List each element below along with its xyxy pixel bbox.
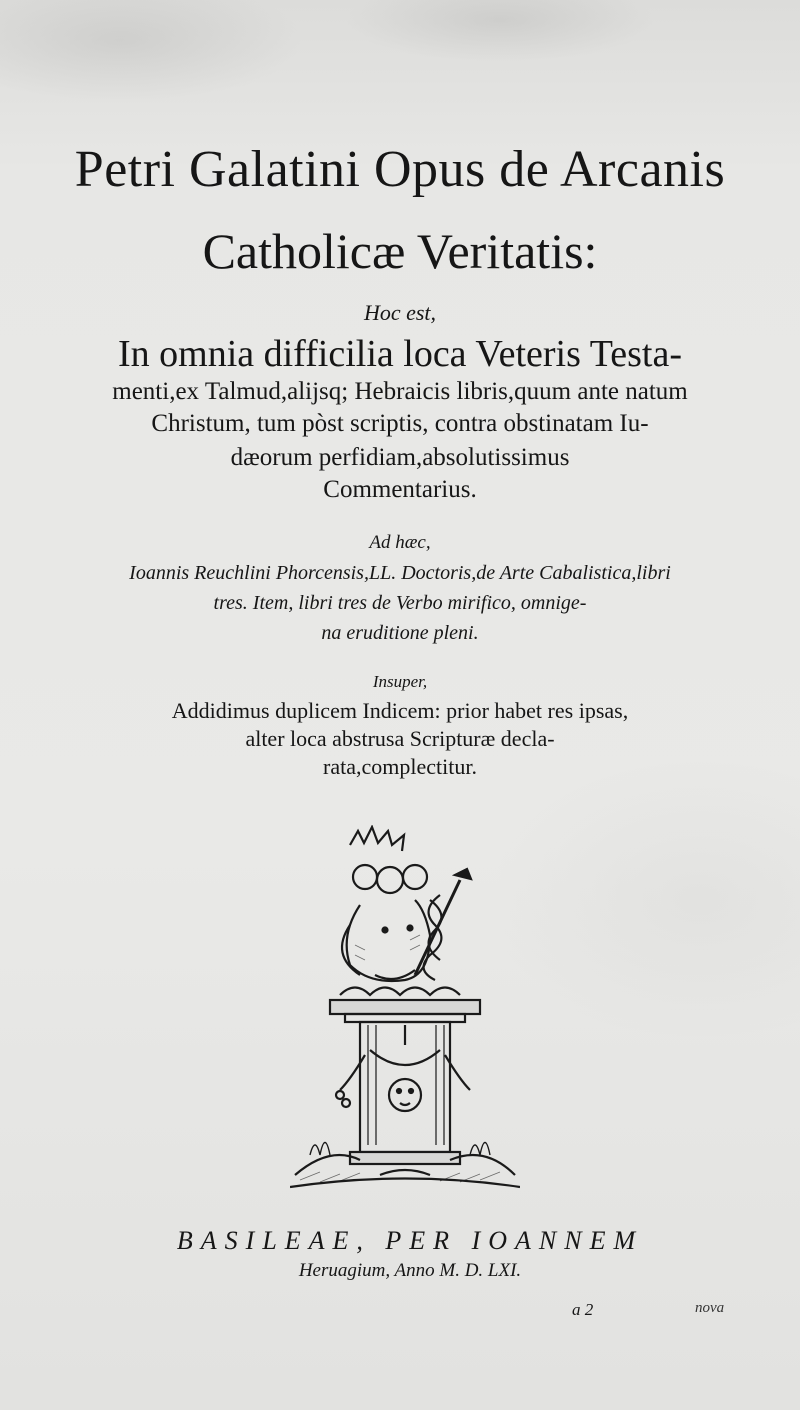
subtitle-line: menti,ex Talmud,alijsq; Hebraicis libris,quum ante natum [112,378,688,405]
printer-device-woodcut-icon [290,825,520,1195]
reuchlin-line: tres. Item, libri tres de Verbo mirifico, omnige- [213,592,587,614]
imprint-printer-date: Heruagium, Anno M. D. LXI. [298,1260,522,1281]
catchword: nova [695,1300,725,1316]
signature-mark: a 2 [572,1300,594,1319]
index-line: Addidimus duplicem Indicem: prior habet res ipsas, [171,698,629,723]
imprint-place: BASILEAE, PER IOANNEM [176,1226,644,1255]
title-line-2: Catholicæ Veritatis: [202,223,598,279]
subtitle-line: Christum, tum pòst scriptis, contra obstinatam Iu- [151,410,649,437]
insuper: Insuper, [372,672,428,691]
reuchlin-line: na eruditione pleni. [321,622,479,644]
index-line: rata,complectitur. [323,754,477,779]
title-line-1: Petri Galatini Opus de Arcanis [74,141,726,198]
hoc-est: Hoc est, [363,300,437,325]
reuchlin-line: Ioannis Reuchlini Phorcensis,LL. Doctoris,de Arte Cabalistica,libri [129,562,671,584]
subtitle-line: dæorum perfidiam,absolutissimus [230,444,570,471]
index-line: alter loca abstrusa Scripturæ decla- [245,726,555,751]
subtitle-line: In omnia difficilia loca Veteris Testa- [117,333,682,375]
subtitle-line: Commentarius. [323,476,477,503]
ad-haec: Ad hæc, [369,532,431,553]
